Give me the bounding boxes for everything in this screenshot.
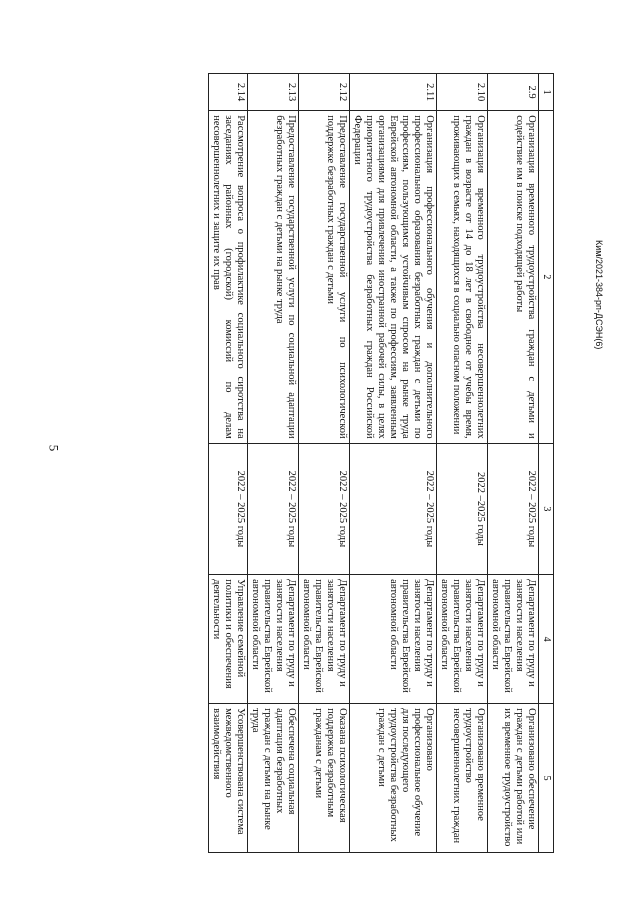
row-number: 2.14	[209, 74, 248, 111]
result-cell: Организовано временное трудоустройство несовершеннолетних граждан	[437, 704, 488, 853]
executor-cell: Департамент по труду и занятости населения правительства Еврейской автономной области	[299, 575, 350, 704]
result-cell: Организовано профессиональное обучение для последующего трудоустройства безработных граждан с детьми	[350, 704, 437, 853]
row-number: 2.9	[488, 74, 539, 111]
table-row	[209, 74, 248, 853]
table-row	[488, 74, 539, 853]
period-cell: 2022 – 2025 годы	[248, 443, 299, 574]
document-code: Ким/2021-384-рп-ДСЭН(6)	[594, 240, 604, 350]
period-cell: 2022 – 2025 годы	[209, 443, 248, 574]
period-cell: 2022 – 2025 годы	[350, 443, 437, 574]
header-col-3: 3	[539, 443, 554, 574]
period-cell: 2022 – 2025 годы	[299, 443, 350, 574]
row-number: 2.11	[350, 74, 437, 111]
result-cell: Усовершенствована система межведомственного взаимодействия	[209, 704, 248, 853]
period-cell: 2022 –2025 годы	[437, 443, 488, 574]
action-cell: Предоставление государственной услуги по социальной адаптации безработных граждан с детьми на рынке труда	[248, 111, 299, 443]
table-row	[299, 74, 350, 853]
result-cell: Организовано обеспечение граждан с детьми работой или их временное трудоустройство	[488, 704, 539, 853]
action-cell: Рассмотрение вопроса о профилактике социального сиротства на заседаниях районных (городской) комиссий по делам несовершеннолетних и защите их прав	[209, 111, 248, 443]
action-cell: Организация временного трудоустройства несовершеннолетних граждан в возрасте от 14 до 18 лет в свободное от учебы время, проживающих в семьях, находящихся в социально опасном положении	[437, 111, 488, 443]
executor-cell: Департамент по труду и занятости населения правительства Еврейской автономной области	[488, 575, 539, 704]
header-col-2: 2	[539, 111, 554, 443]
header-col-5: 5	[539, 704, 554, 853]
table-row	[437, 74, 488, 853]
header-row	[539, 74, 554, 853]
executor-cell: Департамент по труду и занятости населения правительства Еврейской автономной области	[350, 575, 437, 704]
period-cell: 2022 – 2025 годы	[488, 443, 539, 574]
action-plan-table	[208, 73, 554, 853]
table-row	[350, 74, 437, 853]
result-cell: Обеспечена социальная адаптация безработных граждан с детьми на рынке труда	[248, 704, 299, 853]
header-col-4: 4	[539, 575, 554, 704]
executor-cell: Департамент по труду и занятости населения правительства Еврейской автономной области	[437, 575, 488, 704]
header-col-1: 1	[539, 74, 554, 111]
row-number: 2.12	[299, 74, 350, 111]
rotated-table-wrapper	[114, 73, 554, 853]
result-cell: Оказана психологическая поддержка безработным гражданам с детьми	[299, 704, 350, 853]
row-number: 2.13	[248, 74, 299, 111]
action-cell: Организация профессионального обучения и дополнительного профессионального образования безработных граждан с детьми по профессиям, пользующимся устойчивым спросом на рынке труда Еврейской автономной области, а также по профессиям, заявленным организациями для привлечения иностранной рабочей силы, в целях приоритетного трудоустройства безработных граждан Российской Федерации	[350, 111, 437, 443]
table-row	[248, 74, 299, 853]
executor-cell: Управление семейной политики и обеспечения деятельности	[209, 575, 248, 704]
page-number: 5	[46, 444, 62, 452]
row-number: 2.10	[437, 74, 488, 111]
executor-cell: Департамент по труду и занятости населения правительства Еврейской автономной области	[248, 575, 299, 704]
action-cell: Организация временного трудоустройства граждан с детьми и содействие им в поиске подходящей работы	[488, 111, 539, 443]
action-cell: Предоставление государственной услуги по психологической поддержке безработных граждан с детьми	[299, 111, 350, 443]
